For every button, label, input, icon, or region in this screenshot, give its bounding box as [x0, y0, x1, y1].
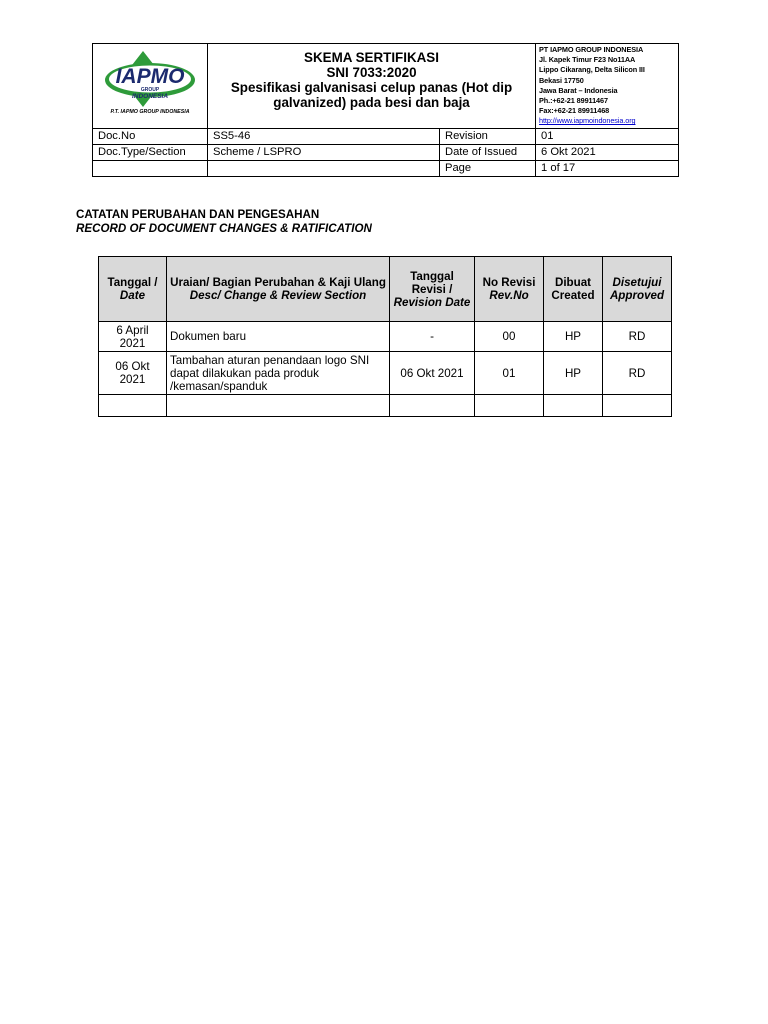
cell-created: HP: [544, 352, 603, 395]
cell-approved: [603, 395, 672, 417]
logo-group: GROUP: [140, 87, 160, 93]
meta-row: [93, 144, 679, 160]
meta-value: [208, 160, 440, 176]
cell-date: 6 April 2021: [99, 322, 167, 352]
col-header-approved: [603, 257, 672, 322]
cell-rev-date: -: [390, 322, 475, 352]
meta-label: Doc.No: [93, 128, 208, 144]
iapmo-logo: [93, 44, 207, 122]
website-link[interactable]: http://www.iapmoindonesia.org: [539, 116, 636, 126]
cell-desc: Tambahan aturan penandaan logo SNI dapat dilakukan pada produk /kemasan/spanduk: [167, 352, 390, 395]
logo-cell: [93, 44, 208, 129]
col-header-en: Revision Date: [393, 295, 471, 309]
address-phone: Ph.:+62-21 89911467: [539, 96, 608, 106]
title-line-3: Spesifikasi galvanisasi celup panas (Hot dip: [230, 80, 513, 95]
cell-rev-date: [390, 395, 475, 417]
logo-country: INDONESIA: [131, 93, 169, 100]
title-line-2: SNI 7033:2020: [326, 65, 417, 80]
col-header-rev-date: [390, 257, 475, 322]
cell-approved: RD: [603, 352, 672, 395]
company-address: [536, 44, 679, 129]
meta-value: 01: [536, 128, 679, 144]
meta-value: SS5-46: [208, 128, 440, 144]
table-row: [99, 322, 672, 352]
meta-value: 1 of 17: [536, 160, 679, 176]
col-header-rev-no: [475, 257, 544, 322]
meta-label: Date of Issued: [440, 144, 536, 160]
col-header-en: Date: [119, 289, 146, 302]
document-title: [208, 44, 536, 129]
address-fax: Fax:+62-21 89911468: [539, 106, 610, 116]
col-header-id: Tanggal /: [107, 276, 158, 289]
section-heading: [76, 208, 372, 236]
col-header-id: Dibuat: [554, 276, 592, 289]
address-area: Lippo Cikarang, Delta Silicon III: [539, 65, 645, 75]
address-city: Bekasi 17750: [539, 75, 584, 85]
meta-row: [93, 160, 679, 176]
meta-value: 6 Okt 2021: [536, 144, 679, 160]
meta-label: Revision: [440, 128, 536, 144]
document-header: [92, 43, 679, 177]
cell-date: 06 Okt 2021: [99, 352, 167, 395]
address-region: Jawa Barat – Indonesia: [539, 85, 618, 95]
cell-desc: [167, 395, 390, 417]
cell-date: [99, 395, 167, 417]
col-header-en: Disetujui Approved: [609, 276, 665, 302]
address-company: PT IAPMO GROUP INDONESIA: [539, 45, 644, 54]
logo-caption: P.T. IAPMO GROUP INDONESIA: [110, 109, 190, 115]
col-header-id: Tanggal Revisi /: [410, 269, 454, 296]
col-header-en: Created: [551, 289, 595, 302]
cell-rev-no: 01: [475, 352, 544, 395]
col-header-date: [99, 257, 167, 322]
col-header-desc: [167, 257, 390, 322]
col-header-created: [544, 257, 603, 322]
change-record-table: [98, 256, 672, 417]
meta-value: Scheme / LSPRO: [208, 144, 440, 160]
title-line-1: SKEMA SERTIFIKASI: [304, 50, 439, 65]
section-subtitle: RECORD OF DOCUMENT CHANGES & RATIFICATION: [76, 222, 372, 235]
meta-label: Page: [440, 160, 536, 176]
cell-desc: Dokumen baru: [167, 322, 390, 352]
logo-wordmark: IAPMO: [115, 65, 185, 88]
title-line-4: galvanized) pada besi dan baja: [273, 95, 470, 110]
cell-created: HP: [544, 322, 603, 352]
cell-rev-date: 06 Okt 2021: [390, 352, 475, 395]
meta-label: Doc.Type/Section: [93, 144, 208, 160]
address-street: Jl. Kapek Timur F23 No11AA: [539, 55, 636, 65]
meta-label: [93, 160, 208, 176]
cell-rev-no: [475, 395, 544, 417]
cell-approved: RD: [603, 322, 672, 352]
table-row: [99, 352, 672, 395]
col-header-id: Uraian/ Bagian Perubahan & Kaji Ulang: [170, 276, 386, 289]
table-header-row: [99, 257, 672, 322]
iapmo-logo-icon: [103, 50, 197, 108]
cell-rev-no: 00: [475, 322, 544, 352]
table-row: [99, 395, 672, 417]
section-title: CATATAN PERUBAHAN DAN PENGESAHAN: [76, 208, 320, 221]
col-header-en: Rev.No: [489, 289, 529, 302]
cell-created: [544, 395, 603, 417]
meta-row: [93, 128, 679, 144]
col-header-en: Desc/ Change & Review Section: [189, 289, 367, 302]
col-header-id: No Revisi: [482, 276, 536, 289]
